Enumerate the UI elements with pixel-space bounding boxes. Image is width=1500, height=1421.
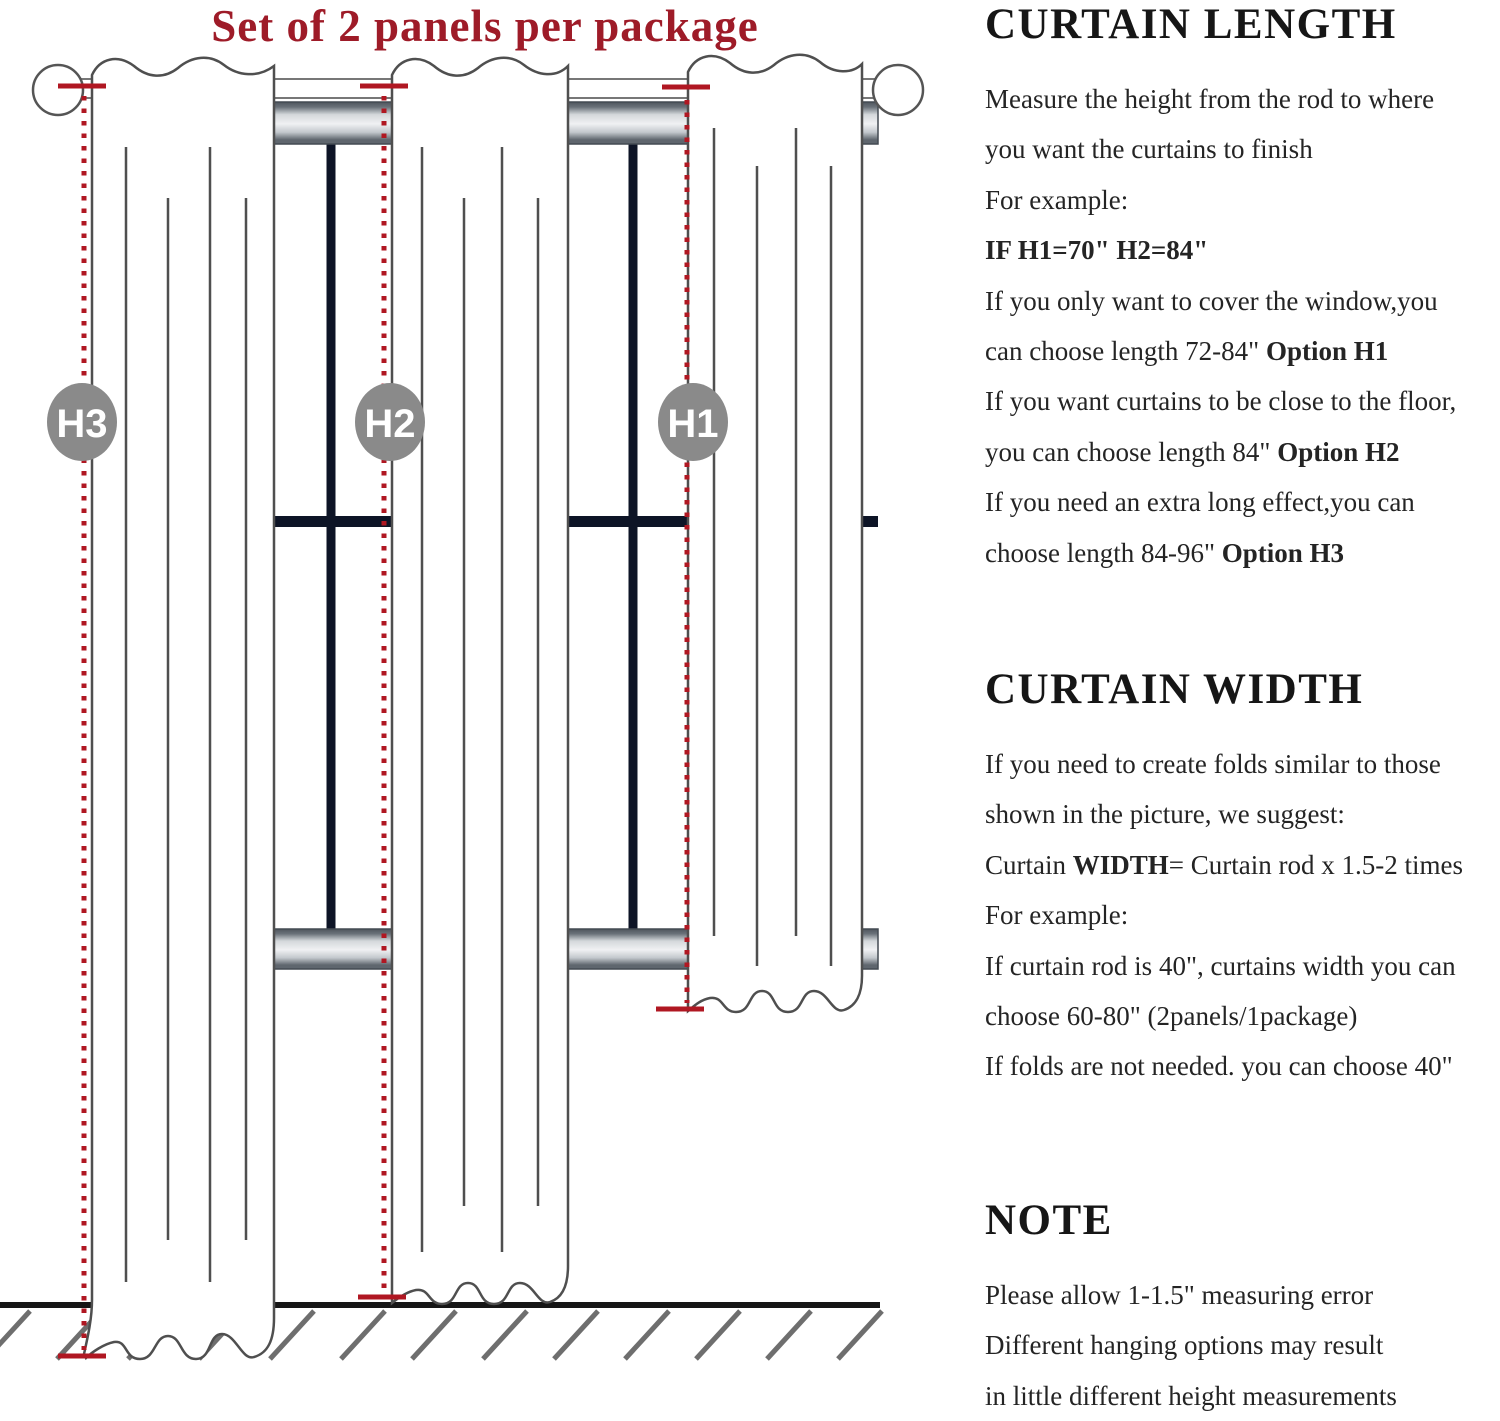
text-line: Please allow 1-1.5" measuring error bbox=[985, 1280, 1374, 1310]
section-curtain-width bbox=[985, 665, 1500, 1092]
badge-h2 bbox=[355, 383, 425, 461]
badge-h2-label: H2 bbox=[364, 402, 416, 446]
text-line: you can choose length 84" Option H2 bbox=[985, 436, 1400, 467]
text-line: choose 60-80" (2panels/1package) bbox=[985, 1001, 1358, 1032]
text-line: shown in the picture, we suggest: bbox=[985, 799, 1345, 830]
text-line: in little different height measurements bbox=[985, 1380, 1397, 1411]
badge-h1 bbox=[658, 383, 728, 461]
text-line: Curtain WIDTH= Curtain rod x 1.5-2 times bbox=[985, 849, 1463, 880]
rod-finial-right bbox=[873, 65, 923, 115]
page-title: Set of 2 panels per package bbox=[211, 1, 759, 51]
rod-finial-left bbox=[33, 65, 83, 115]
text-line: If you want curtains to be close to the floor, bbox=[985, 386, 1457, 417]
section-body bbox=[985, 74, 1500, 578]
section-note bbox=[985, 1196, 1500, 1421]
curtain-panel-h1 bbox=[688, 55, 862, 1012]
badge-h1-label: H1 bbox=[667, 402, 719, 446]
text-line: choose length 84-96" Option H3 bbox=[985, 537, 1345, 568]
text-line: Measure the height from the rod to where bbox=[985, 84, 1435, 114]
curtain-panel-h3 bbox=[84, 58, 274, 1359]
curtain-h2-outline bbox=[392, 58, 568, 1304]
text-line: If you need to create folds similar to those bbox=[985, 749, 1441, 779]
curtain-panel-h2 bbox=[392, 58, 568, 1304]
text-line: If you only want to cover the window,you bbox=[985, 285, 1438, 316]
text-line: For example: bbox=[985, 184, 1129, 215]
window-left-mullion bbox=[327, 144, 336, 930]
text-line: Different hanging options may result bbox=[985, 1330, 1384, 1361]
section-body bbox=[985, 739, 1500, 1092]
window-right-mullion bbox=[629, 144, 638, 930]
text-line: If curtain rod is 40", curtains width you can bbox=[985, 950, 1456, 981]
text-line: IF H1=70" H2=84" bbox=[985, 235, 1209, 266]
section-curtain-length bbox=[985, 0, 1500, 578]
badge-h3 bbox=[47, 383, 117, 461]
section-heading: CURTAIN LENGTH bbox=[985, 1, 1397, 48]
text-line: you want the curtains to finish bbox=[985, 134, 1313, 165]
text-line: If you need an extra long effect,you can bbox=[985, 487, 1415, 518]
section-heading: NOTE bbox=[985, 1197, 1113, 1244]
text-line: can choose length 72-84" Option H1 bbox=[985, 336, 1389, 367]
section-heading: CURTAIN WIDTH bbox=[985, 666, 1364, 713]
text-line: If folds are not needed. you can choose 40" bbox=[985, 1051, 1453, 1082]
badge-h3-label: H3 bbox=[56, 402, 108, 446]
section-body bbox=[985, 1270, 1500, 1421]
text-line: For example: bbox=[985, 900, 1129, 931]
